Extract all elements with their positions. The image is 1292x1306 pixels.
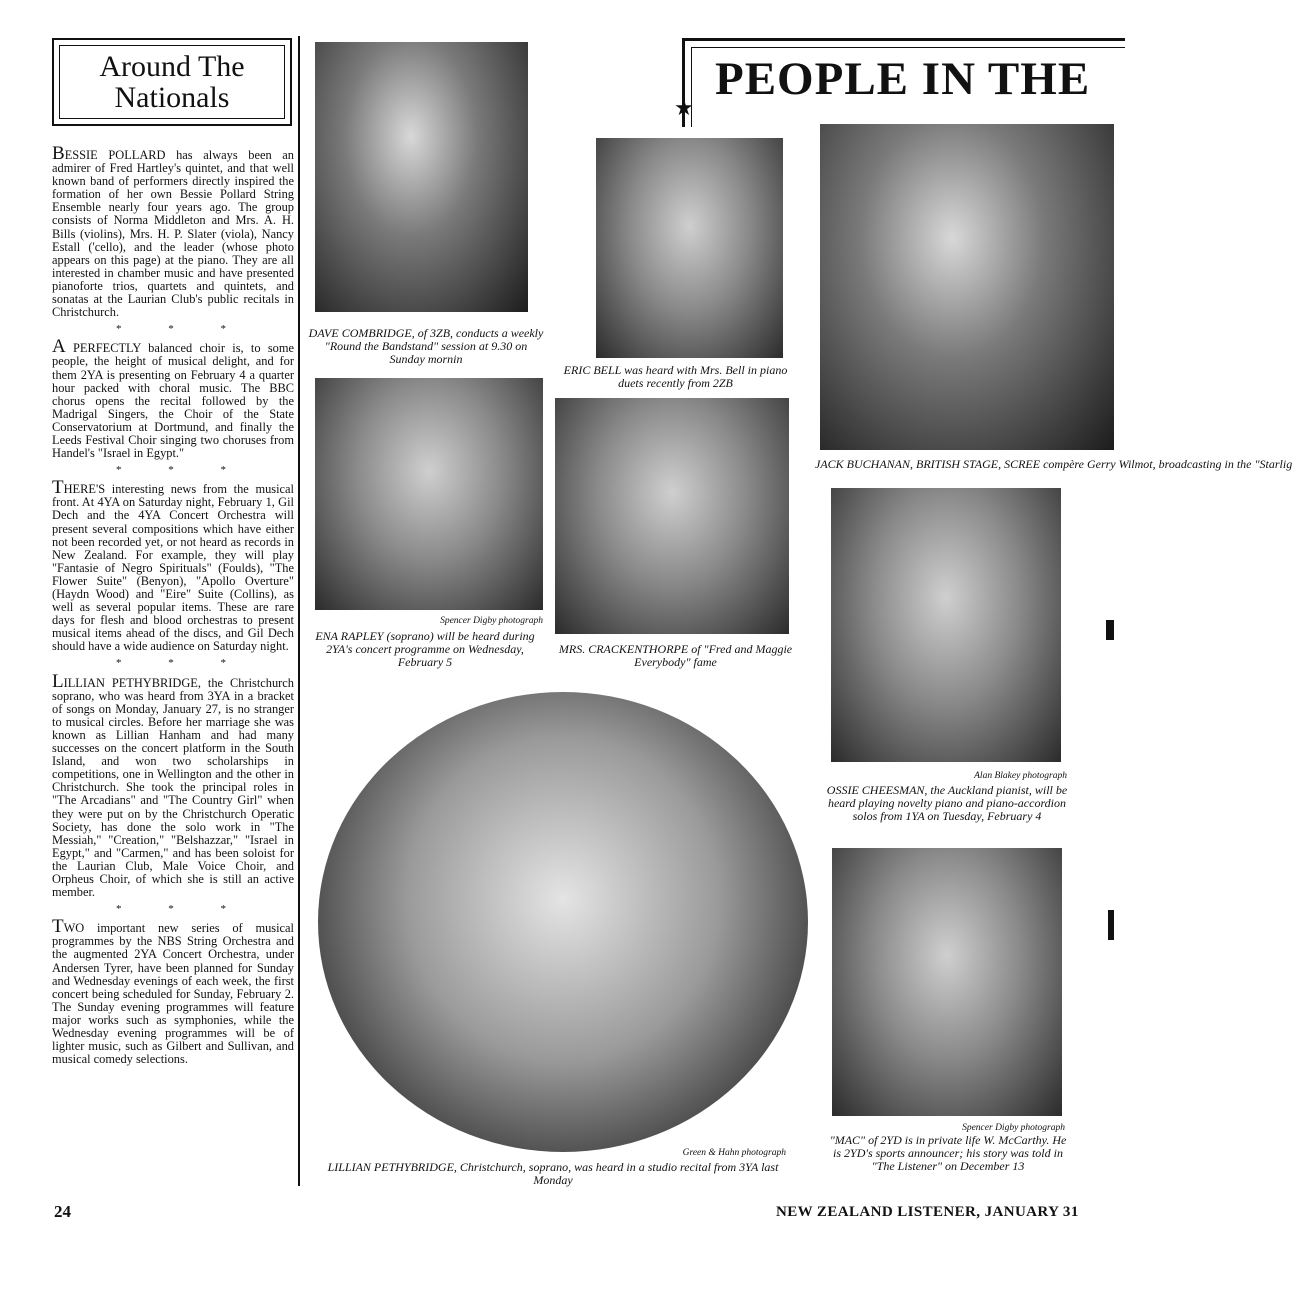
drop-cap: T: [52, 916, 64, 938]
drop-cap: A: [52, 336, 66, 358]
drop-cap: B: [52, 143, 65, 164]
edge-mark: [1108, 910, 1114, 940]
photo-lillian-pethybridge: [318, 692, 808, 1152]
paragraph-text: ESSIE POLLARD has always been an admirer of Fred Hartley's quintet, and that well known band of performers directly inspired the formation of her own Bessie Pollard String Ensemble nearly four years ago. The group consists of Norma Middleton and Mrs. A. H. Bills (violins), Mrs. H. P. Slater (viola), Nancy Estall ('cello), and the leader (whose photo appears on this page) at the piano. They are all interested in chamber music and have presented pianoforte trios, quartets and quintets, and sonatas at the Laurian Club's public recitals in Christchurch.: [52, 148, 294, 320]
caption-pethybridge: LILLIAN PETHYBRIDGE, Christchurch, soprano, was heard in a studio recital from 3YA last Monday: [327, 1160, 779, 1187]
edge-mark: [1106, 620, 1114, 640]
caption-buchanan: JACK BUCHANAN, BRITISH STAGE, SCREE compère Gerry Wilmot, broadcasting in the "Starlig: [815, 457, 1292, 471]
section-separator: * * *: [116, 657, 248, 670]
caption-cheesman: OSSIE CHEESMAN, the Auckland pianist, will be heard playing novelty piano and piano-accordion solos from 1YA on Tuesday, February 4: [826, 783, 1068, 823]
photo-ossie-cheesman: [831, 488, 1061, 762]
section-separator: * * *: [116, 323, 248, 336]
paragraph-text: HERE'S interesting news from the musical front. At 4YA on Saturday night, February 1, Gil Dech and the 4YA Concert Orchestra will present several compositions which have either not been recorded yet, or not heard as records in New Zealand. For example, they will play "Fantasie of Negro Spirituals" (Foulds), "The Flower Suite" (Benyon), "Apollo Overture" (Haydn Wood) and "Eire" Suite (Collins), as well as several popular items. These are rare days for flesh and blood orchestras to present musical items ahead of the discs, and Gil Dech should have a wide audience on Saturday night.: [52, 482, 294, 654]
credit-mac: Spencer Digby photograph: [962, 1123, 1065, 1133]
paragraph-pollard: [52, 143, 294, 320]
caption-crackenthorpe: MRS. CRACKENTHORPE of "Fred and Maggie Everybody" fame: [558, 642, 793, 669]
caption-combridge: DAVE COMBRIDGE, of 3ZB, conducts a weekly "Round the Bandstand" session at 9.30 on Sunday mornin: [308, 326, 544, 366]
drop-cap: L: [52, 670, 64, 692]
masthead-footer: NEW ZEALAND LISTENER, JANUARY 31: [776, 1204, 1079, 1220]
article-column: [52, 143, 294, 1067]
paragraph-nbs: [52, 916, 294, 1067]
star-icon: ★: [674, 96, 694, 121]
photo-ena-rapley: [315, 378, 543, 610]
credit-cheesman: Alan Blakey photograph: [974, 771, 1067, 781]
caption-mac: "MAC" of 2YD is in private life W. McCarthy. He is 2YD's sports announcer; his story was told in "The Listener" on December 13: [829, 1133, 1067, 1173]
page-title: PEOPLE IN THE: [715, 53, 1091, 105]
paragraph-choir: [52, 336, 294, 461]
paragraph-4ya: [52, 477, 294, 654]
page-number: 24: [54, 1202, 71, 1221]
column-title: Around The Nationals: [99, 50, 245, 114]
photo-dave-combridge: [315, 42, 528, 312]
section-separator: * * *: [116, 903, 248, 916]
paragraph-text: WO important new series of musical programmes by the NBS String Orchestra and the augmented 2YA Concert Orchestra, under Andersen Tyrer, have been planned for Sunday and Wednesday evenings of each week, the first concert being scheduled for Sunday, February 2. The Sunday evening programmes will feature major works such as symphonies, while the Wednesday evening programmes will be of lighter music, such as Gilbert and Sullivan, and musical comedy selections.: [52, 921, 294, 1067]
drop-cap: T: [52, 477, 64, 499]
photo-mac-mccarthy: [832, 848, 1062, 1116]
paragraph-text: PERFECTLY balanced choir is, to some people, the height of musical delight, and for them 2YA is presenting on February 4 a quarter hour packed with choral music. The BBC chorus opens the recital followed by the Madrigal Singers, the Choir of the State Conservatorium at Dortmund, and finally the Leeds Festival Choir singing two choruses from Handel's "Israel in Egypt.": [52, 341, 294, 461]
column-divider: [298, 36, 300, 1186]
caption-rapley: ENA RAPLEY (soprano) will be heard during 2YA's concert programme on Wednesday, February 5: [315, 629, 535, 669]
paragraph-text: ILLIAN PETHYBRIDGE, the Christchurch soprano, who was heard from 3YA in a bracket of songs on Monday, January 27, is no stranger to musical circles. Before her marriage she was known as Lillian Hanham and had many successes on the concert platform in the South Island, and won two scholarships in competitions, one in Wellington and the other in Christchurch. She took the principal roles in "The Arcadians" and "The Country Girl" when they were put on by the Christchurch Operatic Society, has done the solo work in "The Messiah," "Creation," "Belshazzar," "Israel in Egypt," and "Carmen," and has been soloist for the Laurian Club, Male Voice Choir, and Orpheus Choir, of which she is still an active member.: [52, 675, 294, 900]
section-separator: * * *: [116, 464, 248, 477]
credit-pethybridge: Green & Hahn photograph: [682, 1148, 786, 1158]
column-title-box: [52, 38, 292, 126]
photo-mrs-crackenthorpe: [555, 398, 789, 634]
caption-bell: ERIC BELL was heard with Mrs. Bell in piano duets recently from 2ZB: [563, 363, 788, 390]
photo-eric-bell: [596, 138, 783, 358]
credit-rapley: Spencer Digby photograph: [440, 616, 543, 626]
photo-jack-buchanan: [820, 124, 1114, 450]
paragraph-pethybridge: [52, 670, 294, 900]
